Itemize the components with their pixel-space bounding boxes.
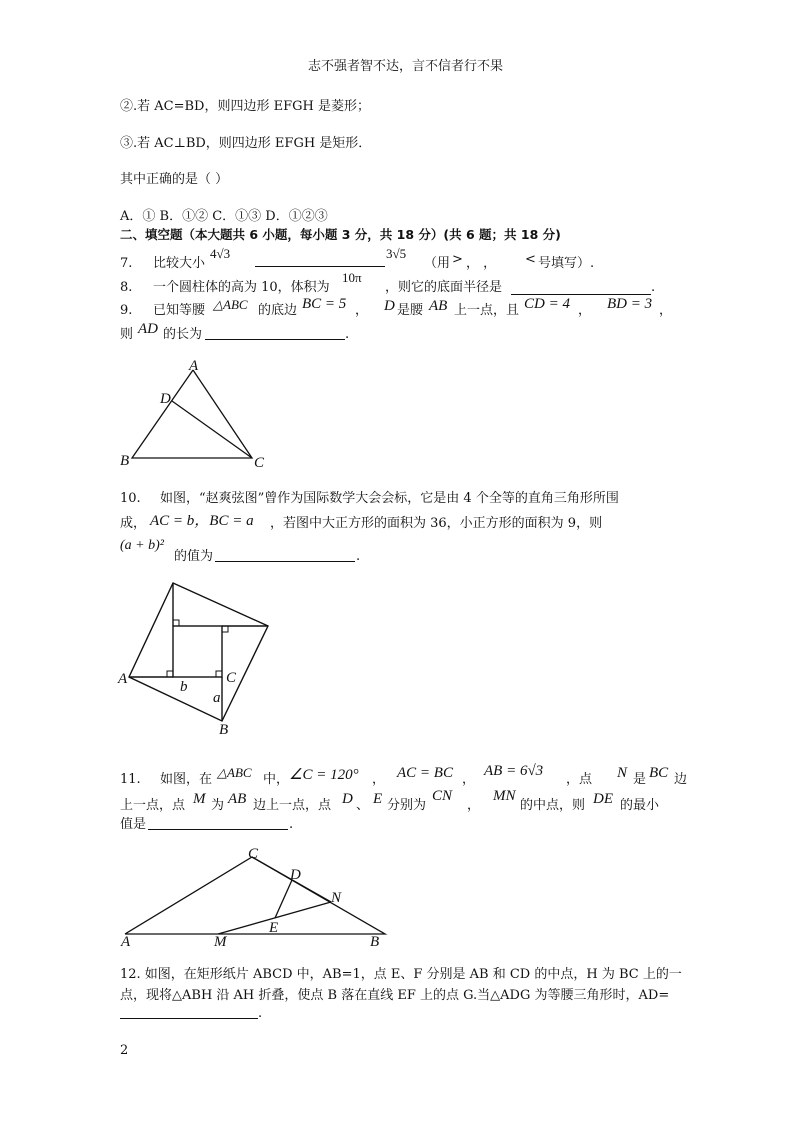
q10-line3-b: 的值为 bbox=[174, 549, 214, 564]
q8-text-b: ，则它的底面半径是 bbox=[385, 280, 503, 295]
q10-line2-b: ，若图中大正方形的面积为 36，小正方形的面积为 9，则 bbox=[270, 516, 603, 531]
q11-point-n: N bbox=[617, 765, 628, 781]
q10-number: 10. bbox=[120, 491, 141, 506]
q10-answer-blank bbox=[215, 561, 355, 562]
q11-triangle: △ABC bbox=[217, 765, 252, 780]
q7-text-c: ， ， bbox=[466, 256, 497, 271]
q9-eq-bd: BD = 3 bbox=[607, 296, 653, 312]
q11-seg-bc-visible: BC bbox=[649, 765, 669, 781]
q7-answer-blank bbox=[255, 266, 385, 267]
q12-line-1: 12. 如图，在矩形纸片 ABCD 中，AB=1，点 E、F 分别是 AB 和 CD 的中点，H 为 BC 上的一 bbox=[120, 967, 682, 982]
q10-inner-square bbox=[173, 626, 222, 677]
q9-triangle: △ABC bbox=[213, 297, 248, 312]
q12-end: . bbox=[258, 1006, 263, 1021]
q10-label-a: A bbox=[118, 671, 128, 687]
q9-text-b: 的底边 bbox=[258, 303, 298, 318]
q9-seg-ad: AD bbox=[138, 321, 158, 337]
q7-expr-left: 4√3 bbox=[210, 246, 231, 261]
q11-line2-d: 、 bbox=[356, 798, 370, 813]
q11-line2-c: 边上一点，点 bbox=[253, 798, 332, 813]
q11-angle: ∠C = 120° bbox=[289, 767, 359, 783]
section-title: 二、填空题（本大题共 6 小题，每小题 3 分，共 18 分）(共 6 题；共 18 分) bbox=[120, 227, 561, 242]
q10-line2-a: 成， bbox=[120, 516, 147, 531]
header-motto: 志不强者智不达，言不信者行不果 bbox=[308, 59, 504, 74]
q9-end: . bbox=[345, 327, 350, 342]
q9-line2-a: 则 bbox=[120, 327, 134, 342]
q9-eq-cd: CD = 4 bbox=[524, 296, 570, 312]
q12-answer-blank bbox=[120, 1018, 258, 1019]
q11-end: . bbox=[289, 817, 294, 832]
q7-text-a: 比较大小 bbox=[153, 256, 206, 271]
q11-seg-mn: MN bbox=[493, 788, 516, 804]
q11-text-a: 如图，在 bbox=[160, 772, 213, 787]
q7-expr-right: 3√5 bbox=[386, 246, 407, 261]
q6-option-3: ③.若 AC⊥BD，则四边形 EFGH 是矩形． bbox=[120, 136, 372, 151]
q9-text-c: 是腰 bbox=[397, 303, 424, 318]
q11-sep-1: ， bbox=[372, 772, 386, 787]
q9-label-c: C bbox=[254, 455, 265, 471]
q10-label-b-side: b bbox=[180, 679, 188, 695]
page-number: 2 bbox=[120, 1043, 129, 1058]
q11-label-n: N bbox=[331, 890, 342, 906]
q10-outer-square bbox=[129, 583, 268, 721]
q6-option-2: ②.若 AC=BD，则四边形 EFGH 是菱形； bbox=[120, 99, 370, 114]
q9-label-a: A bbox=[189, 358, 199, 374]
q11-label-d: D bbox=[290, 867, 301, 883]
q11-triangle-figure bbox=[115, 840, 405, 955]
q11-line2-e: 分别为 bbox=[387, 798, 427, 813]
q8-text-a: 一个圆柱体的高为 10，体积为 bbox=[153, 280, 330, 295]
q10-right-angle-1 bbox=[173, 620, 179, 626]
q10-right-angle-2 bbox=[222, 626, 228, 632]
q11-eq-ac-bc: AC = BC bbox=[397, 765, 453, 781]
q12-line-2: 点，现将△ABH 沿 AH 折叠，使点 B 落在直线 EF 上的点 G.当△ADG 为等腰三角形时，AD= bbox=[120, 988, 670, 1003]
q8-expr: 10π bbox=[342, 270, 362, 285]
q9-line2-b: 的长为 bbox=[163, 327, 203, 342]
q9-point-d: D bbox=[384, 298, 395, 314]
q11-line2-b: 为 bbox=[211, 798, 225, 813]
q11-text-d: 边 bbox=[674, 772, 688, 787]
q11-seg-ab: AB bbox=[228, 791, 247, 807]
q11-sep-3: ，点 bbox=[566, 772, 593, 787]
q10-eq: AC = b，BC = a bbox=[150, 513, 254, 529]
q6-choices: A．① B．①② C．①③ D．①②③ bbox=[120, 209, 328, 224]
q10-label-b: B bbox=[219, 722, 229, 738]
q9-segment-dc bbox=[172, 401, 252, 458]
q9-label-d: D bbox=[160, 391, 171, 407]
q11-answer-blank bbox=[148, 829, 288, 830]
q9-text-d: 上一点，且 bbox=[454, 303, 520, 318]
q11-label-c: C bbox=[248, 846, 259, 862]
q10-label-c: C bbox=[226, 670, 237, 686]
q11-text-c: 是 bbox=[633, 772, 647, 787]
q10-text-a: 如图，“赵爽弦图”曾作为国际数学大会会标，它是由 4 个全等的直角三角形所围 bbox=[160, 491, 619, 506]
q10-end: . bbox=[356, 549, 361, 564]
q11-triangle-outline bbox=[125, 857, 385, 934]
q11-label-e: E bbox=[269, 920, 279, 936]
q9-label-b: B bbox=[120, 453, 130, 469]
q11-label-a: A bbox=[121, 934, 131, 950]
q11-sep-2: ， bbox=[462, 772, 476, 787]
q9-eq-bc: BC = 5 bbox=[302, 296, 347, 312]
q9-seg-ab: AB bbox=[429, 298, 448, 314]
q10-label-a-side: a bbox=[213, 690, 221, 706]
q11-number: 11. bbox=[120, 772, 141, 787]
q8-number: 8. bbox=[120, 280, 133, 295]
q11-point-e: E bbox=[373, 791, 383, 807]
q10-right-angle-3 bbox=[216, 671, 222, 677]
q11-label-m: M bbox=[214, 934, 227, 950]
q11-line2-g: 的中点，则 bbox=[520, 798, 586, 813]
q11-line2-f: ， bbox=[467, 798, 481, 813]
q6-prompt: 其中正确的是（ ） bbox=[120, 172, 229, 187]
q11-line2-a: 上一点，点 bbox=[120, 798, 186, 813]
q9-answer-blank bbox=[205, 339, 345, 340]
q9-text-a: 已知等腰 bbox=[153, 303, 206, 318]
q7-lt-sign: < bbox=[525, 252, 536, 267]
q11-label-b: B bbox=[370, 934, 380, 950]
q11-eq-ab: AB = 6√3 bbox=[484, 763, 544, 779]
q9-number: 9. bbox=[120, 303, 133, 318]
q7-text-d: 号填写）. bbox=[538, 256, 595, 271]
q9-triangle-figure bbox=[115, 355, 275, 475]
q8-end: . bbox=[651, 280, 656, 295]
q9-sep-2: ， bbox=[578, 303, 592, 318]
q11-line3-a: 值是 bbox=[120, 817, 147, 832]
q10-zhao-shuang-figure bbox=[110, 575, 280, 740]
q9-sep-1: ， bbox=[355, 303, 369, 318]
q11-line2-h: 的最小 bbox=[620, 798, 660, 813]
q8-answer-blank bbox=[511, 294, 651, 295]
q9-sep-3: ， bbox=[659, 303, 673, 318]
q11-seg-cn: CN bbox=[432, 788, 453, 804]
q11-text-b: 中， bbox=[263, 772, 290, 787]
q7-text-b: （用 bbox=[424, 256, 451, 271]
q7-number: 7. bbox=[120, 256, 133, 271]
q10-expr: (a + b)² bbox=[120, 538, 164, 553]
q11-point-m: M bbox=[193, 791, 206, 807]
q10-right-angle-4 bbox=[167, 671, 173, 677]
q11-segment-de bbox=[275, 880, 292, 918]
q11-point-d: D bbox=[342, 791, 353, 807]
q7-gt-sign: > bbox=[452, 252, 463, 267]
q11-seg-de: DE bbox=[593, 791, 613, 807]
